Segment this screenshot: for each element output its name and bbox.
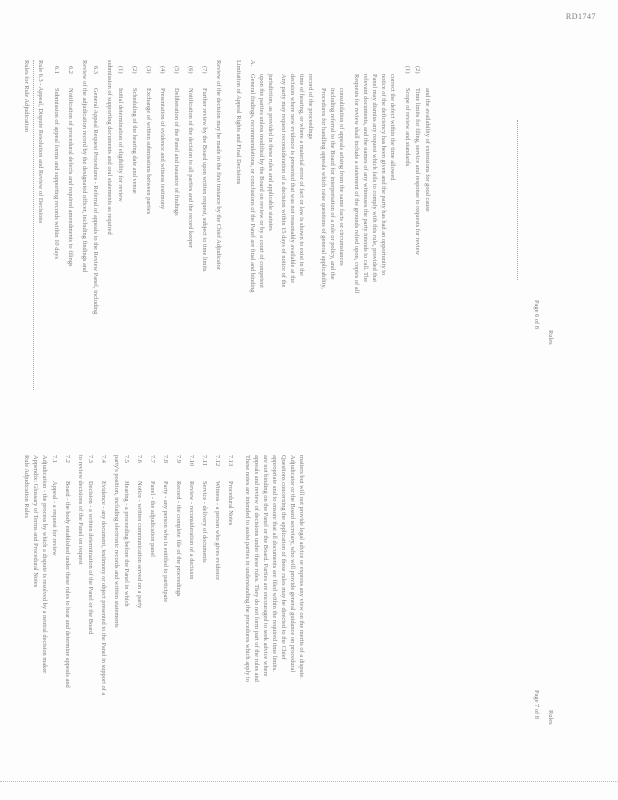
footer-note: Rules (547, 330, 554, 345)
left-line: Deliberation of the Panel and issuance of findings (173, 88, 180, 216)
item-number: (5) (173, 66, 180, 74)
item-number: 7.12 (214, 455, 221, 467)
item-number: 7.9 (175, 455, 182, 463)
item-number: (6) (187, 66, 194, 74)
right-line: Evidence - any document, testimony or object presented to the Panel in support of a (100, 481, 107, 696)
right-line: Procedural Notes (227, 481, 234, 526)
left-line: Exchange of written submissions between parties (145, 88, 152, 215)
page-label: Page 6 of 8 (533, 300, 540, 329)
item-number: 7.11 (201, 455, 208, 466)
left-line: Review of the decision may be made in the first instance by the Chief Adjudicator (215, 60, 222, 270)
left-line: submission of supporting documents and oral statements as required (106, 60, 113, 235)
paragraph-line: consolidation of appeals arising from the same facts or circumstances (338, 88, 345, 266)
right-line: Panel - the adjudication panel (149, 481, 156, 557)
paragraph-line: Any party may request reconsideration of a decision within 15 days of notice of the (280, 74, 287, 288)
left-line: General Appeal Request Procedures - Referral of appeals to the Review Panel, including (92, 88, 99, 315)
paragraph-line: decision where new evidence is presented that was not reasonably available at the (289, 74, 296, 284)
left-line: Notification of procedural defects and required amendments to filings (67, 88, 74, 267)
notes-line: appropriate and to ensure that all documents are filed within the required time limits. (271, 455, 278, 672)
item-number: (1) (404, 66, 411, 74)
paragraph-line: Requests for review shall include a statement of the grounds relied upon, copies of all (353, 74, 360, 294)
left-line: Submission of appeal forms and supporting records within 10 days (53, 88, 60, 259)
item-number: 7.13 (227, 455, 234, 467)
paragraph-line: record of the proceedings (307, 74, 314, 140)
item-number: 7.6 (136, 455, 143, 463)
right-line: Rule Adjudication Rules (23, 455, 30, 518)
section-title: Limitation of Appeal Rights and Final Decisions (235, 60, 242, 185)
right-line: Party - any person who is entitled to participate (162, 481, 169, 603)
left-line: Initial determination of eligibility for review (117, 88, 124, 202)
item-number: (3) (145, 66, 152, 74)
item-number: (4) (159, 66, 166, 74)
item-number: 6.2 (67, 66, 74, 74)
right-line: Witness - a person who gives evidence (214, 481, 221, 581)
right-line: Decision - a written determination of the Panel or the Board (87, 481, 94, 635)
document-id: RD1747 (565, 12, 596, 21)
notes-line: Adjudicator or the Board secretary, who will provide general guidance on procedural (289, 455, 296, 673)
item-number: 7.5 (123, 455, 130, 463)
right-line: Review - reconsideration of a decision (188, 481, 195, 580)
paragraph-line: Procedures for handling appeals which raise questions of general applicability, (320, 88, 327, 289)
left-line: Notification of the decision to all parties and the record keeper (187, 88, 194, 249)
notes-line: appeals and review of decisions under these rules. They do not form part of the rules and (253, 455, 260, 682)
item-number: 7.8 (162, 455, 169, 463)
paragraph-line: jurisdiction, as provided in these rules and applicable statutes (267, 74, 274, 231)
right-line: Appeal - a request for review (51, 481, 58, 556)
right-line: Notice - written communication served on a party (136, 481, 143, 609)
paragraph-line: General findings, recommendations, or conclusions of the Panel are final and binding (249, 74, 256, 293)
left-line: Further review by the Board upon written request, subject to time limits (201, 88, 208, 272)
left-line: Rule 6.3 - Appeal, Dispute Resolution and Review of Decisions (37, 60, 44, 224)
notes-line: are not binding on the Panel or the Board. Parties are encouraged to seek advice where (262, 455, 269, 677)
left-line: Review of the adjudication record by the designated officer, including findings and (81, 60, 88, 273)
notes-line: matters but will not provide legal advice or express any view on the merits of a dispute. (298, 455, 305, 679)
paragraph-line: correct the defect within the time allowed (389, 74, 396, 181)
item-number: 6.1 (53, 66, 60, 74)
right-line: Board - the body established under these rules to hear and determine appeals and (64, 481, 71, 688)
left-line: Presentation of evidence and witness testimony (159, 88, 166, 210)
right-line: Record - the complete file of the proceedings (175, 481, 182, 597)
item-number: 7.7 (149, 455, 156, 463)
item-number: 7.10 (188, 455, 195, 467)
right-line: Hearing - a proceeding before the Panel in which (123, 481, 130, 607)
item-number: 7.1 (51, 455, 58, 463)
paragraph-line: time of hearing, or where a material error of fact or law is shown to exist in the (298, 74, 305, 276)
notes-line: These notes are intended to assist parties in understanding the procedures which apply to (244, 455, 251, 682)
sub-item-line: Scope of review and standards (404, 88, 411, 167)
paragraph-line: notice of the deficiency has been given and the party has had an opportunity to (380, 74, 387, 276)
sub-item-line: and the availability of extensions for good cause (424, 88, 431, 212)
footer-note: Rules (547, 710, 554, 725)
item-number: 6.3 (92, 66, 99, 74)
paragraph-line: Panel may dismiss any request which fails to comply with this rule, provided that (371, 74, 378, 283)
item-number: (2) (131, 66, 138, 74)
item-number: 7.4 (100, 455, 107, 463)
page-label: Page 7 of 8 (533, 690, 540, 719)
item-number: (7) (201, 66, 208, 74)
item-number: 7.3 (87, 455, 94, 463)
paragraph-line: relevant documents, and the names of any witnesses the party intends to call. The (362, 74, 369, 283)
left-line: Scheduling of the hearing date and venue (131, 88, 138, 194)
section-rule (33, 60, 34, 390)
item-number: 7.2 (64, 455, 71, 463)
item-number: (2) (414, 66, 421, 74)
right-line: to review decisions of the Panel on request (77, 455, 84, 565)
notes-line: Questions concerning the application of these rules may be directed to the Chief (280, 455, 287, 660)
page-bottom-rule (0, 781, 618, 782)
right-line: Adjudication - the process by which a dispute is resolved by a neutral decision maker (41, 455, 48, 674)
right-line: Service - delivery of documents (201, 481, 208, 563)
paragraph-line: including referral to the Board for interpretation of a rule or policy, and the (329, 88, 336, 280)
item-number: A. (249, 60, 256, 67)
item-number: (1) (117, 66, 124, 74)
paragraph-line: upon the parties unless modified by the Board on review or by a court of competent (258, 74, 265, 288)
right-line: party's position, including electronic records and written statements (113, 455, 120, 628)
sub-item-line: Time limits for filing, service and response to requests for review (414, 88, 421, 256)
footer-rule (517, 120, 518, 280)
left-line: Rules for Rule Adjudication (23, 60, 30, 132)
right-line: Appendix: Glossary of Terms and Procedural Notes (32, 455, 39, 588)
